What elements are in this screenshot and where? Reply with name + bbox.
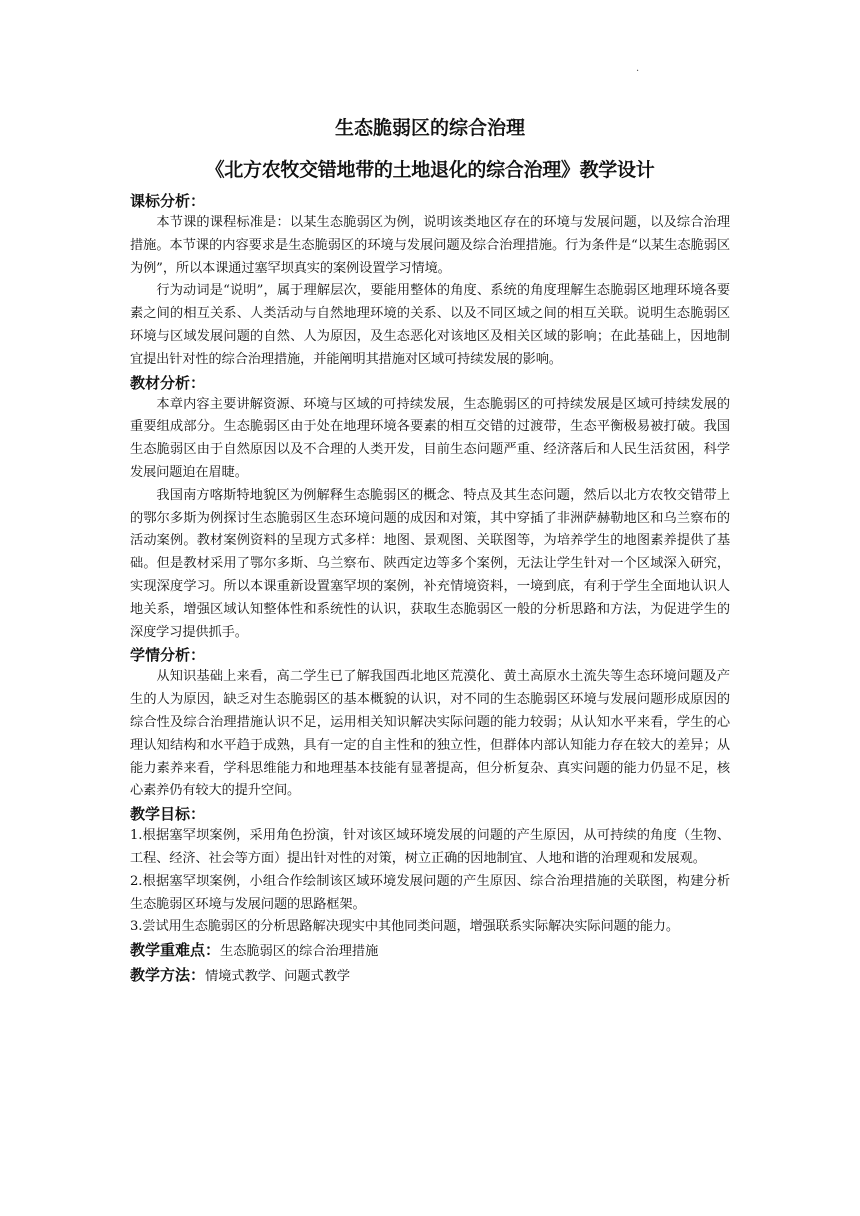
- textbook-heading: 教材分析：: [130, 373, 206, 392]
- methods-value: 情境式教学、问题式教学: [205, 969, 351, 985]
- objectives-heading: 教学目标：: [130, 805, 206, 824]
- students-paragraph-1: 从知识基础上来看，高二学生已了解我国西北地区荒漠化、黄土高原水土流失等生态环境问题及产生的人为原因，缺乏对生态脆弱区的基本概貌的认识，对不同的生态脆弱区环境与发展问题形成原因的综合性及综合治理措施认识不足，运用相关知识解决实际问题的能力较弱；从认知水平来看，学生的心理认知结构和水平趋于成熟，具有一定的自主性和的独立性，但群体内部认知能力存在较大的差异；从能力素养来看，学科思维能力和地理基本技能有显著提高，但分析复杂、真实问题的能力仍显不足，核心素养仍有较大的提升空间。: [130, 669, 730, 799]
- objective-item-1: 1.根据塞罕坝案例，采用角色扮演，针对该区域环境发展的问题的产生原因，从可持续的角度（生物、工程、经济、社会等方面）提出针对性的对策，树立正确的因地制宜、人地和谐的治理观和发展观。: [130, 828, 730, 866]
- textbook-paragraph-2: 我国南方喀斯特地貌区为例解释生态脆弱区的概念、特点及其生态问题，然后以北方农牧交错带上的鄂尔多斯为例探讨生态脆弱区生态环境问题的成因和对策，其中穿插了非洲萨赫勒地区和乌兰察布的活动案例。教材案例资料的呈现方式多样：地图、景观图、关联图等，为培养学生的地图素养提供了基础。但是教材采用了鄂尔多斯、乌兰察布、陕西定边等多个案例，无法让学生针对一个区域深入研究，实现深度学习。所以本课重新设置塞罕坝的案例，补充情境资料，一境到底，有利于学生全面地认识人地关系，增强区域认知整体性和系统性的认识，获取生态脆弱区一般的分析思路和方法，为促进学生的深度学习提供抓手。: [130, 487, 730, 640]
- textbook-paragraph-1: 本章内容主要讲解资源、环境与区域的可持续发展，生态脆弱区的可持续发展是区域可持续发展的重要组成部分。生态脆弱区由于处在地理环境各要素的相互交错的过渡带，生态平衡极易被打破。我国生态脆弱区由于自然原因以及不合理的人类开发，目前生态问题严重、经济落后和人民生活贫困，科学发展问题迫在眉睫。: [130, 396, 730, 480]
- key-points-heading: 教学重难点：: [130, 941, 221, 960]
- document-body: [130, 112, 730, 989]
- key-points-row: [130, 939, 730, 964]
- methods-heading: 教学方法：: [130, 966, 206, 985]
- curriculum-paragraph-2: 行为动词是“说明”，属于理解层次，要能用整体的角度、系统的角度理解生态脆弱区地理环境各要素之间的相互关系、人类活动与自然地理环境的关系、以及不同区域之间的相互关联。说明生态脆弱区环境与区域发展问题的自然、人为原因，及生态恶化对该地区及相关区域的影响；在此基础上，因地制宜提出针对性的综合治理措施，并能阐明其措施对区域可持续发展的影响。: [130, 283, 730, 367]
- curriculum-heading: 课标分析：: [130, 192, 206, 210]
- section-objectives: [130, 803, 730, 939]
- header-mark: ·: [636, 66, 640, 77]
- section-students: [130, 644, 730, 803]
- page-subtitle: 《北方农牧交错地带的土地退化的综合治理》教学设计: [205, 159, 655, 181]
- objective-item-2: 2.根据塞罕坝案例，小组合作绘制该区域环境发展问题的产生原因、综合治理措施的关联图，构建分析生态脆弱区环境与发展问题的思路框架。: [130, 873, 730, 912]
- curriculum-paragraph-1: 本节课的课程标准是：以某生态脆弱区为例，说明该类地区存在的环境与发展问题，以及综合治理措施。本节课的内容要求是生态脆弱区的环境与发展问题及综合治理措施。行为条件是“以某生态脆弱区为例”，所以本课通过塞罕坝真实的案例设置学习情境。: [130, 215, 730, 276]
- methods-row: [130, 964, 730, 989]
- key-points-value: 生态脆弱区的综合治理措施: [220, 944, 379, 960]
- page-title: 生态脆弱区的综合治理: [334, 117, 525, 139]
- students-heading: 学情分析：: [130, 646, 206, 665]
- section-curriculum: [130, 190, 730, 372]
- section-textbook: [130, 372, 730, 645]
- objective-item-3: 3.尝试用生态脆弱区的分析思路解决现实中其他同类问题，增强联系实际解决实际问题的能力。: [130, 919, 679, 935]
